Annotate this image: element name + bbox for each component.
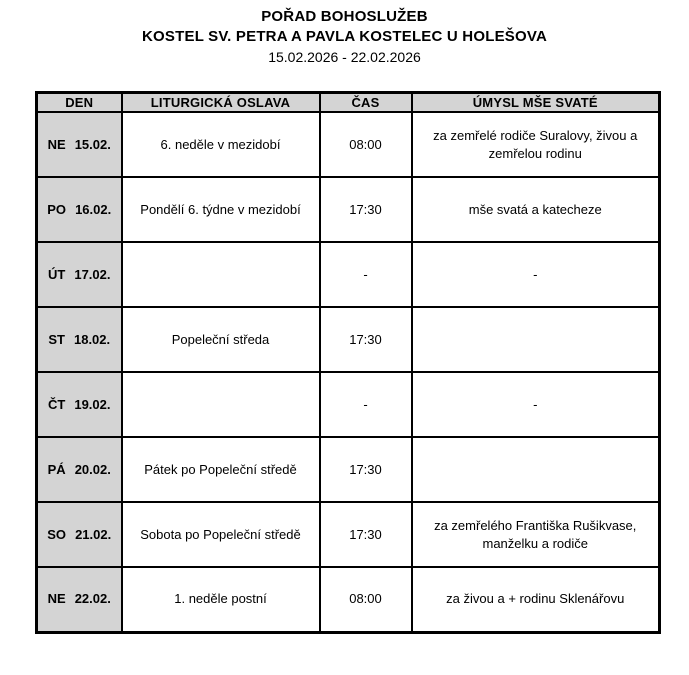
- intention-cell: -: [412, 372, 660, 437]
- column-header-liturgicka-oslava: LITURGICKÁ OSLAVA: [122, 93, 320, 113]
- table-row: [37, 567, 660, 632]
- column-header-umysl-mse-svate: ÚMYSL MŠE SVATÉ: [412, 93, 660, 113]
- time-cell: 17:30: [320, 307, 412, 372]
- day-abbrev: PO: [47, 201, 67, 217]
- celebration-cell: 1. neděle postní: [122, 567, 320, 632]
- table-row: [37, 177, 660, 242]
- day-abbrev: NE: [47, 591, 66, 607]
- day-cell: [37, 177, 122, 242]
- day-cell: [37, 372, 122, 437]
- document-header: [0, 0, 689, 67]
- time-cell: 17:30: [320, 437, 412, 502]
- day-cell: [37, 437, 122, 502]
- day-abbrev: ČT: [48, 396, 66, 412]
- column-header-cas: ČAS: [320, 93, 412, 113]
- intention-cell: za zemřelého Františka Rušikvase, manželku a rodiče: [412, 502, 660, 567]
- day-cell: [37, 502, 122, 567]
- day-cell: [37, 242, 122, 307]
- time-cell: 17:30: [320, 177, 412, 242]
- day-abbrev: ST: [48, 331, 65, 347]
- intention-cell: [412, 307, 660, 372]
- page-subtitle: KOSTEL SV. PETRA A PAVLA KOSTELEC U HOLEŠOVA: [142, 28, 547, 45]
- time-cell: 08:00: [320, 567, 412, 632]
- celebration-cell: 6. neděle v mezidobí: [122, 112, 320, 177]
- intention-cell: za živou a + rodinu Sklenářovu: [412, 567, 660, 632]
- day-date: 22.02.: [74, 591, 111, 607]
- day-date: 17.02.: [74, 266, 111, 282]
- intention-cell: [412, 437, 660, 502]
- day-abbrev: SO: [47, 526, 67, 542]
- intention-cell: mše svatá a katecheze: [412, 177, 660, 242]
- time-cell: -: [320, 242, 412, 307]
- table-row: [37, 242, 660, 307]
- day-abbrev: PÁ: [47, 461, 66, 477]
- celebration-cell: [122, 242, 320, 307]
- table-row: [37, 502, 660, 567]
- day-date: 18.02.: [73, 331, 111, 347]
- intention-cell: -: [412, 242, 660, 307]
- day-date: 15.02.: [74, 136, 111, 152]
- table-header-row: [37, 93, 660, 113]
- celebration-cell: Sobota po Popeleční středě: [122, 502, 320, 567]
- day-abbrev: ÚT: [48, 266, 66, 282]
- table-row: [37, 307, 660, 372]
- page-title: POŘAD BOHOSLUŽEB: [261, 8, 428, 25]
- table-row: [37, 372, 660, 437]
- schedule-table: [35, 91, 661, 634]
- table-row: [37, 112, 660, 177]
- time-cell: -: [320, 372, 412, 437]
- schedule-table-body: [37, 112, 660, 632]
- celebration-cell: Popeleční středa: [122, 307, 320, 372]
- day-cell: [37, 307, 122, 372]
- day-cell: [37, 112, 122, 177]
- table-row: [37, 437, 660, 502]
- intention-cell: za zemřelé rodiče Suralovy, živou a zemřelou rodinu: [412, 112, 660, 177]
- day-abbrev: NE: [47, 136, 66, 152]
- column-header-den: DEN: [37, 93, 122, 113]
- day-date: 16.02.: [75, 201, 112, 217]
- celebration-cell: Pondělí 6. týdne v mezidobí: [122, 177, 320, 242]
- day-date: 20.02.: [74, 461, 111, 477]
- date-range: 15.02.2026 - 22.02.2026: [268, 49, 421, 65]
- day-cell: [37, 567, 122, 632]
- celebration-cell: [122, 372, 320, 437]
- time-cell: 17:30: [320, 502, 412, 567]
- day-date: 19.02.: [74, 396, 111, 412]
- time-cell: 08:00: [320, 112, 412, 177]
- day-date: 21.02.: [75, 526, 112, 542]
- celebration-cell: Pátek po Popeleční středě: [122, 437, 320, 502]
